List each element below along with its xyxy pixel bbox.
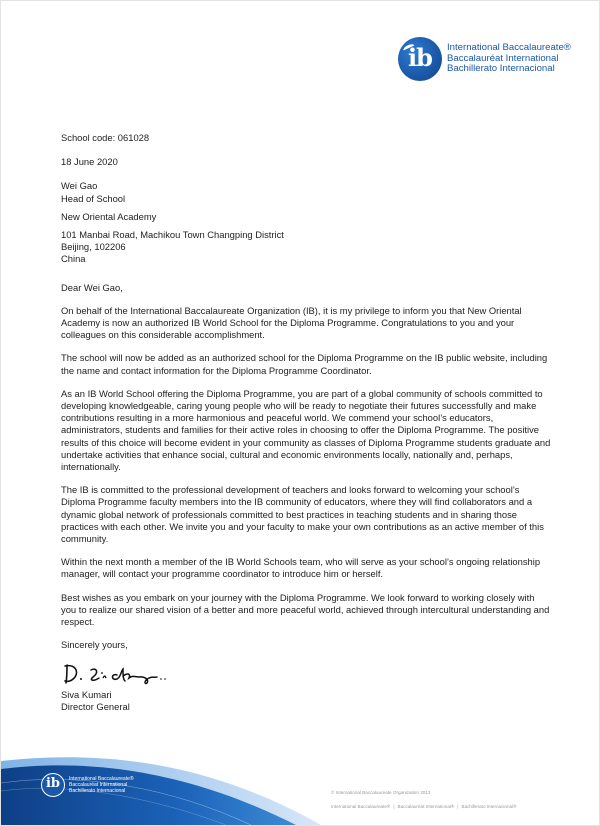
footer-logo xyxy=(41,773,134,797)
recipient-country: China xyxy=(61,253,86,265)
signature xyxy=(61,661,201,687)
recipient-title: Head of School xyxy=(61,192,126,204)
footer-org-names: International Baccalaureate® Baccalauréat International Bachillerato Internacional xyxy=(69,776,134,794)
paragraph-1: On behalf of the International Baccalaureate Organization (IB), it is my privilege to inform you that New Oriental Academy is now an authorized IB World School for the Diploma Programme. Congratulations to you and your colleagues on this considerable accomplishment. xyxy=(61,304,522,341)
paragraph-3: As an IB World School offering the Diploma Programme, you are part of a global community of schools committed to developing knowledgeable, caring young people who will be ready to negotiate their futures successfully and make contributions resulting in a more harmonious and peaceful world. We commend your school’s educators, administrators, students and families for their active roles in choosing to offer the Diploma Programme. The positive results of this choice will become evident in your community as classes of Diploma Programme students graduate and undertake activities that enhance social, cultural and economic environments locally, nationally and, perhaps, internationally. xyxy=(61,387,551,473)
footer-link-en: International Baccalaureate® xyxy=(331,804,391,809)
footer-link-es: Bachillerato Internacional® xyxy=(461,804,517,809)
recipient-school: New Oriental Academy xyxy=(61,210,157,222)
org-name-fr: Baccalauréat International xyxy=(447,52,559,64)
ib-logo xyxy=(398,37,571,81)
signer-name: Siva Kumari xyxy=(61,688,112,700)
footer-link-fr: Baccalauréat International® xyxy=(397,804,455,809)
recipient-name: Wei Gao xyxy=(61,180,98,192)
org-name-en: International Baccalaureate® xyxy=(447,42,571,54)
ib-logo-icon: ib xyxy=(398,37,442,81)
paragraph-5: Within the next month a member of the IB World Schools team, who will serve as your school’s ongoing relationship manager, will contact your programme coordinator to introduce him or herself. xyxy=(61,556,541,580)
copyright: © International Baccalaureate Organization 2013 xyxy=(331,790,431,795)
footer-links: International Baccalaureate® | Baccalauréat International® | Bachillerato Internacional® xyxy=(331,804,517,809)
closing: Sincerely yours, xyxy=(61,639,128,651)
school-code: School code: 061028 xyxy=(61,132,150,143)
letter-body xyxy=(61,132,551,713)
recipient-address-line2: Beijing, 102206 xyxy=(61,241,126,253)
paragraph-4: The IB is committed to the professional development of teachers and looks forward to welcoming your school’s Diploma Programme faculty members into the IB community of educators, where they will find collaborators and a dynamic global network of professionals committed to best practices in teaching students and in sharing those practices with each other. We invite you and your faculty to make your own contributions as an active member of this community. xyxy=(61,484,544,545)
signer-title: Director General xyxy=(61,700,130,712)
salutation: Dear Wei Gao, xyxy=(61,281,123,293)
recipient-address-line1: 101 Manbai Road, Machikou Town Changping District xyxy=(61,229,284,241)
ib-org-names xyxy=(447,43,571,75)
letter-date: 18 June 2020 xyxy=(61,156,118,168)
paragraph-2: The school will now be added as an authorized school for the Diploma Programme on the IB public website, including the name and contact information for the Diploma Programme Coordinator. xyxy=(61,352,548,376)
paragraph-6: Best wishes as you embark on your journey with the Diploma Programme. We look forward to working closely with you to realize our shared vision of a better and more peaceful world, achieved through intercultural understanding and respect. xyxy=(61,591,550,628)
recipient-block xyxy=(61,180,551,265)
org-name-es: Bachillerato Internacional xyxy=(447,63,555,75)
footer-ib-icon: ib xyxy=(41,773,65,797)
